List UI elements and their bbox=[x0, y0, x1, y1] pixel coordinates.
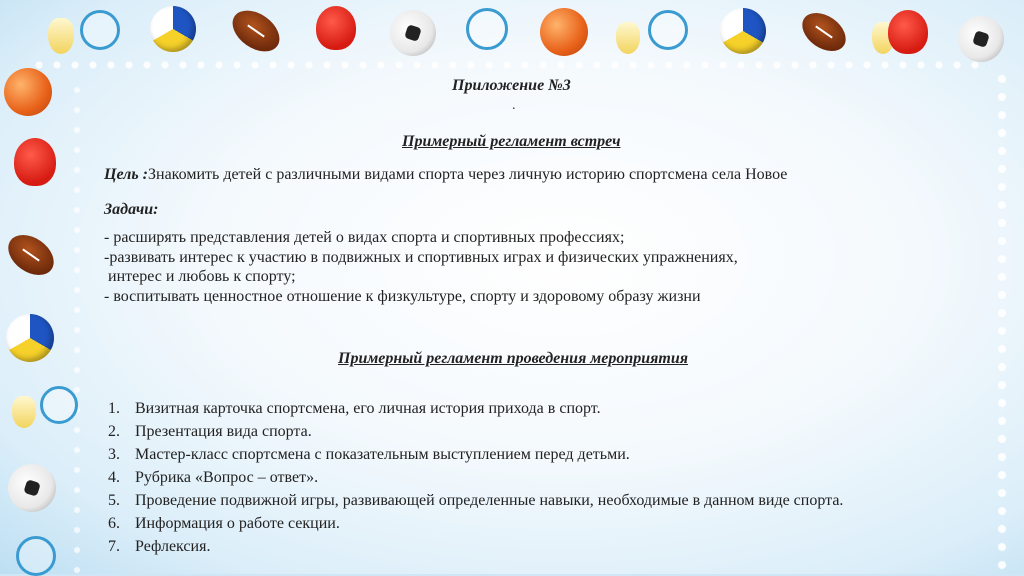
step-number: 1. bbox=[108, 400, 120, 417]
goal-label: Цель : bbox=[104, 166, 148, 183]
basketball-icon bbox=[4, 68, 52, 116]
list-item bbox=[108, 535, 935, 558]
list-item bbox=[108, 489, 935, 512]
shuttlecock-icon bbox=[12, 396, 36, 428]
dotted-border-top bbox=[30, 58, 990, 72]
racket-icon bbox=[466, 8, 508, 50]
step-number: 2. bbox=[108, 423, 120, 440]
task-item: - воспитывать ценностное отношение к физкультуре, спорту и здоровому образу жизни bbox=[104, 287, 701, 305]
steps-list bbox=[108, 397, 935, 558]
racket-icon bbox=[40, 386, 78, 424]
pingpong-paddle-icon bbox=[316, 6, 356, 50]
shuttlecock-icon bbox=[616, 22, 640, 54]
step-text: Проведение подвижной игры, развивающей определенные навыки, необходимые в данном виде спорта. bbox=[135, 492, 844, 509]
basketball-icon bbox=[540, 8, 588, 56]
list-item bbox=[108, 512, 935, 535]
task-item: - расширять представления детей о видах спорта и спортивных профессиях; bbox=[104, 229, 625, 246]
step-number: 5. bbox=[108, 492, 120, 509]
step-number: 6. bbox=[108, 515, 120, 532]
goal-paragraph bbox=[104, 166, 787, 184]
step-text: Визитная карточка спортсмена, его личная история прихода в спорт. bbox=[135, 400, 601, 417]
step-text: Презентация вида спорта. bbox=[135, 423, 312, 440]
soccer-ball-icon bbox=[958, 16, 1004, 62]
step-number: 3. bbox=[108, 446, 120, 463]
pingpong-paddle-icon bbox=[888, 10, 928, 54]
step-text: Информация о работе секции. bbox=[135, 515, 340, 532]
dotted-border-right bbox=[994, 70, 1010, 574]
pingpong-paddle-icon bbox=[14, 138, 56, 186]
step-text: Рефлексия. bbox=[135, 538, 211, 555]
meeting-heading: Примерный регламент встреч bbox=[402, 133, 621, 150]
volleyball-icon bbox=[720, 8, 766, 54]
tasks-list bbox=[104, 228, 738, 306]
list-item bbox=[108, 420, 935, 443]
shuttlecock-icon bbox=[48, 18, 74, 54]
soccer-ball-icon bbox=[8, 464, 56, 512]
goal-text: Знакомить детей с различными видами спорта через личную историю спортсмена села Новое bbox=[148, 166, 788, 183]
step-text: Мастер-класс спортсмена с показательным выступлением перед детьми. bbox=[135, 446, 630, 463]
volleyball-icon bbox=[150, 6, 196, 52]
list-item bbox=[108, 443, 935, 466]
dotted-border-left bbox=[70, 80, 84, 574]
racket-icon bbox=[80, 10, 120, 50]
volleyball-icon bbox=[6, 314, 54, 362]
appendix-label: Приложение №3 bbox=[452, 77, 571, 94]
task-item: -развивать интерес к участию в подвижных и спортивных играх и физических упражнениях, bbox=[104, 248, 738, 266]
soccer-ball-icon bbox=[390, 10, 436, 56]
list-item bbox=[108, 466, 935, 489]
separator-dot: . bbox=[512, 98, 516, 113]
racket-icon bbox=[648, 10, 688, 50]
tasks-label: Задачи: bbox=[104, 201, 159, 218]
event-heading: Примерный регламент проведения мероприятия bbox=[338, 350, 688, 367]
task-item: интерес и любовь к спорту; bbox=[104, 268, 296, 285]
list-item bbox=[108, 397, 935, 420]
step-text: Рубрика «Вопрос – ответ». bbox=[135, 469, 319, 486]
racket-icon bbox=[16, 536, 56, 576]
step-number: 7. bbox=[108, 538, 120, 555]
step-number: 4. bbox=[108, 469, 120, 486]
